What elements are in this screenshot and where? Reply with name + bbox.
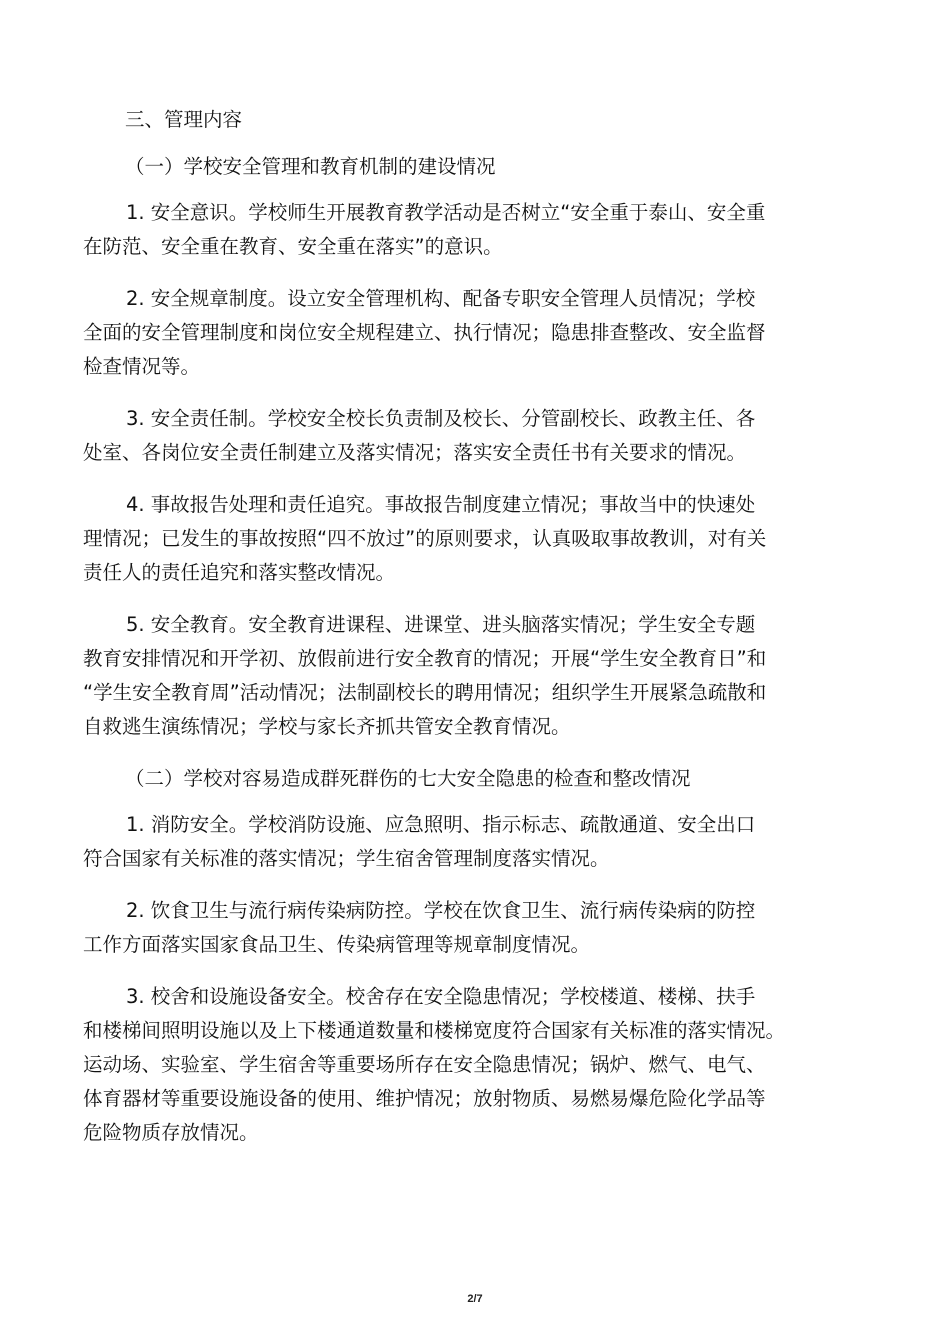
paragraph-line: 1. 安全意识。学校师生开展教育教学活动是否树立“安全重于泰山、安全重 [126, 201, 766, 224]
page-number: 2/7 [467, 1293, 483, 1305]
paragraph-line: 检查情况等。 [83, 355, 201, 378]
part2-item-list [83, 808, 869, 1150]
paragraph-line: 3. 安全责任制。学校安全校长负责制及校长、分管副校长、政教主任、各 [126, 407, 756, 430]
paragraph-line: 和楼梯间照明设施以及上下楼通道数量和楼梯宽度符合国家有关标准的落实情况。 [83, 1019, 786, 1042]
paragraph-line: 运动场、实验室、学生宿舍等重要场所存在安全隐患情况；锅炉、燃气、电气、 [83, 1053, 766, 1076]
paragraph-line: 工作方面落实国家食品卫生、传染病管理等规章制度情况。 [83, 933, 591, 956]
paragraph-line: 危险物质存放情况。 [83, 1121, 259, 1144]
paragraph-line: 2. 饮食卫生与流行病传染病防控。学校在饮食卫生、流行病传染病的防控 [126, 899, 756, 922]
paragraph-line: “学生安全教育周”活动情况；法制副校长的聘用情况；组织学生开展紧急疏散和 [83, 681, 767, 704]
list-item [83, 608, 869, 744]
part1-heading: （一）学校安全管理和教育机制的建设情况 [125, 155, 496, 178]
list-item [83, 894, 869, 962]
paragraph-line: 符合国家有关标准的落实情况；学生宿舍管理制度落实情况。 [83, 847, 610, 870]
paragraph-line: 处室、各岗位安全责任制建立及落实情况；落实安全责任书有关要求的情况。 [83, 441, 747, 464]
paragraph-line: 教育安排情况和开学初、放假前进行安全教育的情况；开展“学生安全教育日”和 [83, 647, 767, 670]
list-item [83, 488, 869, 590]
paragraph-line: 全面的安全管理制度和岗位安全规程建立、执行情况；隐患排查整改、安全监督 [83, 321, 766, 344]
list-item [83, 980, 869, 1150]
paragraph-line: 体育器材等重要设施设备的使用、维护情况；放射物质、易燃易爆危险化学品等 [83, 1087, 766, 1110]
list-item [83, 808, 869, 876]
section-title: 三、管理内容 [125, 108, 243, 131]
paragraph-line: 在防范、安全重在教育、安全重在落实”的意识。 [83, 235, 503, 258]
paragraph-line: 5. 安全教育。安全教育进课程、进课堂、进头脑落实情况；学生安全专题 [126, 613, 756, 636]
list-item [83, 196, 869, 264]
paragraph-line: 1. 消防安全。学校消防设施、应急照明、指示标志、疏散通道、安全出口 [126, 813, 756, 836]
paragraph-line: 3. 校舍和设施设备安全。校舍存在安全隐患情况；学校楼道、楼梯、扶手 [126, 985, 756, 1008]
paragraph-line: 4. 事故报告处理和责任追究。事故报告制度建立情况；事故当中的快速处 [126, 493, 756, 516]
paragraph-line: 责任人的责任追究和落实整改情况。 [83, 561, 396, 584]
paragraph-line: 理情况；已发生的事故按照“四不放过”的原则要求，认真吸取事故教训，对有关 [83, 527, 767, 550]
document-body [83, 103, 869, 1168]
paragraph-line: 自救逃生演练情况；学校与家长齐抓共管安全教育情况。 [83, 715, 571, 738]
part1-item-list [83, 196, 869, 744]
list-item [83, 402, 869, 470]
paragraph-line: 2. 安全规章制度。设立安全管理机构、配备专职安全管理人员情况；学校 [126, 287, 756, 310]
part2-heading: （二）学校对容易造成群死群伤的七大安全隐患的检查和整改情况 [125, 767, 691, 790]
list-item [83, 282, 869, 384]
